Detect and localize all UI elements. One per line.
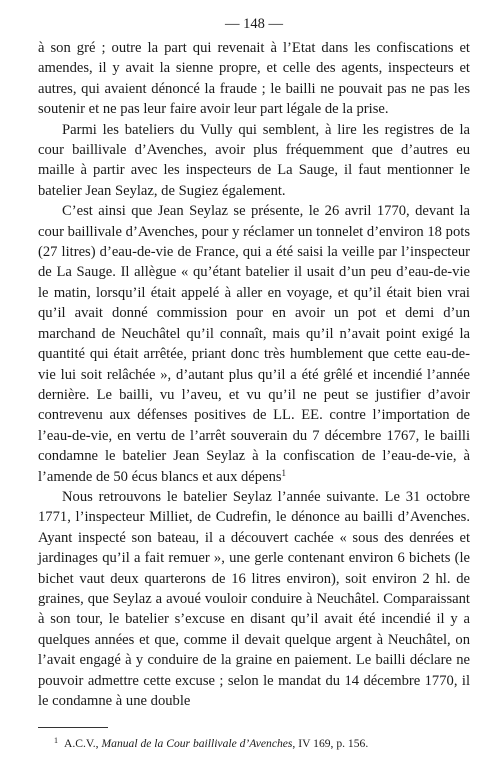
footnote-reference: 1 — [281, 467, 287, 478]
page-body — [38, 14, 470, 711]
footnote-title: Manual de la Cour baillivale d’Avenches — [101, 737, 293, 750]
footnote-prefix: A.C.V., — [64, 737, 102, 750]
paragraph-3-text: C’est ainsi que Jean Seylaz se présente, le 26 avril 1770, devant la cour baillivale d’Avenches, pour y réclamer un tonnelet d’environ 18 pots (27 litres) d’eau-de-vie de France, qui a été saisi la veille par l’inspecteur de La Sauge. Il allègue « qu’étant batelier il usait d’un peu d’eau-de-vie le matin, lorsqu’il était appelé à aller en voyage, et qu’il était bien vrai qu’il avait donné commission pour en avoir un pot et demi d’un marchand de Neuchâtel qu’il connaît, mais qu’il n’avait point exigé la quantité qui était arrêtée, priant donc très humblement que cette eau-de-vie lui soit relâchée », d’autant plus qu’il a été grêlé et incendié l’année dernière. Le bailli, vu l’aveu, et vu qu’il ne peut se justifier d’avoir contrevenu aux défenses positives de LL. EE. contre l’importation de l’eau-de-vie, en vertu de l’arrêt souverain du 7 décembre 1767, le bailli condamne le batelier Jean Seylaz à la confiscation de l’eau-de-vie, à l’amende de 50 écus blancs et aux dépens — [38, 203, 470, 485]
page-number: — 148 — — [225, 16, 283, 32]
footnote-marker: 1 — [54, 736, 58, 745]
paragraph-4: Nous retrouvons le batelier Seylaz l’année suivante. Le 31 octobre 1771, l’inspecteur Milliet, de Cudrefin, le dénonce au bailli d’Avenches. Ayant inspecté son bateau, il a découvert cachée « sous des denrées et jardinages qu’il a fait remuer », une gerle contenant environ 6 bichets (le bichet vaut deux quarterons de 16 litres environ), soit environ 2 hl. de graines, que Seylaz a avoué vouloir conduire à Neuchâtel. Comparaissant à son tour, le batelier s’excuse en disant qu’il avait été incendié il y a quelques années et que, comme il devait quelque argent à Neuchâtel, on l’avait engagé à y conduire de la graine en paiement. Le bailli déclare ne pouvoir admettre cette excuse ; selon le mandat du 14 décembre 1770, il le condamne à une double — [38, 488, 470, 709]
paragraph-3 — [38, 201, 470, 487]
paragraph-1: à son gré ; outre la part qui revenait à l’Etat dans les confiscations et amendes, il y avait la sienne propre, et celle des agents, inspecteurs et autres, qui avaient dénoncé la fraude ; le bailli ne pouvait pas ne pas les soutenir et ne pas leur faire avoir leur part légale de la prise. — [38, 40, 470, 118]
paragraph-2: Parmi les bateliers du Vully qui semblent, à lire les registres de la cour baillivale d’Avenches, avoir plus fréquemment que d’autres eu maille à partir avec les inspecteurs de La Sauge, il faut mentionner le batelier Jean Seylaz, de Sugiez également. — [38, 121, 470, 199]
footnote-divider — [38, 727, 108, 728]
footnote — [38, 733, 470, 751]
footnote-suffix: , IV 169, p. 156. — [292, 737, 369, 750]
